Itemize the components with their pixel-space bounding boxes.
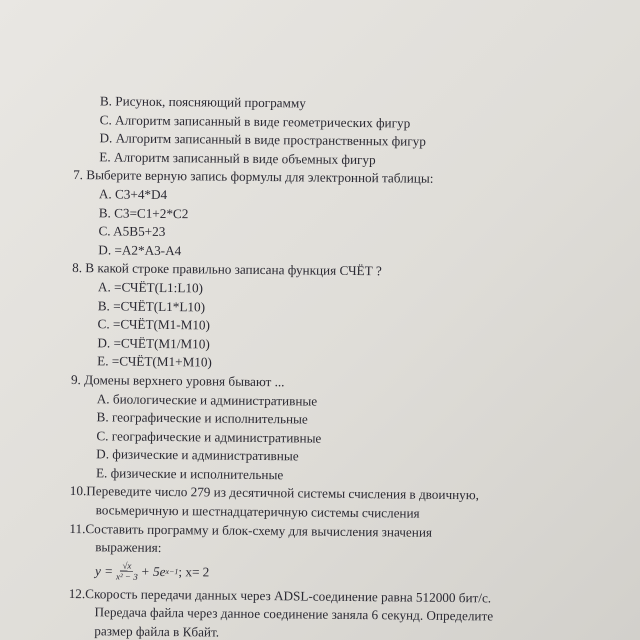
- option: E. физические и исполнительные: [95, 465, 284, 483]
- question-12: [64, 585, 625, 640]
- formula-numerator: √x: [120, 561, 133, 572]
- option: A. биологические и административные: [96, 390, 318, 409]
- formula-fraction: [116, 561, 138, 582]
- option: C. Алгоритм записанный в виде геометрических фигур: [99, 111, 411, 131]
- option: A. C3+4*D4: [98, 186, 168, 202]
- q6-options: [69, 92, 630, 172]
- question-11: [65, 520, 626, 591]
- option: E. Алгоритм записанный в виде объемных фигур: [99, 149, 376, 167]
- question-title: 9. Домены верхнего уровня бывают ...: [70, 371, 285, 390]
- question-text: выражения:: [95, 539, 162, 556]
- option: B. =СЧЁТ(L1*L10): [97, 297, 206, 314]
- question-10: [66, 482, 626, 525]
- option: A. =СЧЁТ(L1:L10): [97, 279, 204, 296]
- option: D. =СЧЁТ(M1/M10): [97, 335, 210, 352]
- option: D. =A2*A3-A4: [98, 242, 182, 258]
- formula-middle: + 5e: [140, 563, 166, 579]
- question-title: 8. В какой строке правильно записана функция СЧЁТ ?: [72, 260, 382, 279]
- option: C. A5B5+23: [98, 223, 166, 240]
- formula-lhs: y =: [94, 562, 114, 579]
- formula-denominator: x² − 3: [115, 571, 138, 583]
- formula-exponent: x−1: [165, 566, 179, 576]
- option: C. географические и административные: [96, 427, 322, 446]
- option: D. Алгоритм записанный в виде пространственных фигур: [99, 130, 426, 149]
- option: B. C3=C1+2*C2: [98, 204, 189, 221]
- question-7: [68, 166, 629, 265]
- option: D. физические и административные: [96, 446, 299, 464]
- formula-rest: ; x= 2: [178, 563, 210, 580]
- question-text: размер файла в Кбайт.: [94, 623, 220, 640]
- question-text: 11.Составить программу и блок-схему для вычисления значения: [69, 520, 433, 540]
- question-9: [66, 371, 627, 488]
- question-text: восьмеричную и шестнадцатеричную системы счисления: [95, 502, 420, 521]
- worksheet: [64, 92, 630, 640]
- question-text: Передача файла через данное соединение заняла 6 секунд. Определите: [94, 604, 494, 624]
- option: B. Рисунок, поясняющий программу: [99, 93, 306, 111]
- question-title: 7. Выберите верную запись формулы для электронной таблицы:: [73, 167, 434, 187]
- option: B. географические и исполнительные: [96, 409, 308, 427]
- question-8: [67, 259, 628, 376]
- option: E. =СЧЁТ(M1+M10): [97, 353, 212, 370]
- question-text: 12.Скорость передачи данных через ADSL-соединение равна 512000 бит/с.: [68, 585, 492, 606]
- option: C. =СЧЁТ(M1-M10): [97, 316, 211, 333]
- question-text: 10.Переведите число 279 из десятичной системы счисления в двоичную,: [69, 483, 480, 503]
